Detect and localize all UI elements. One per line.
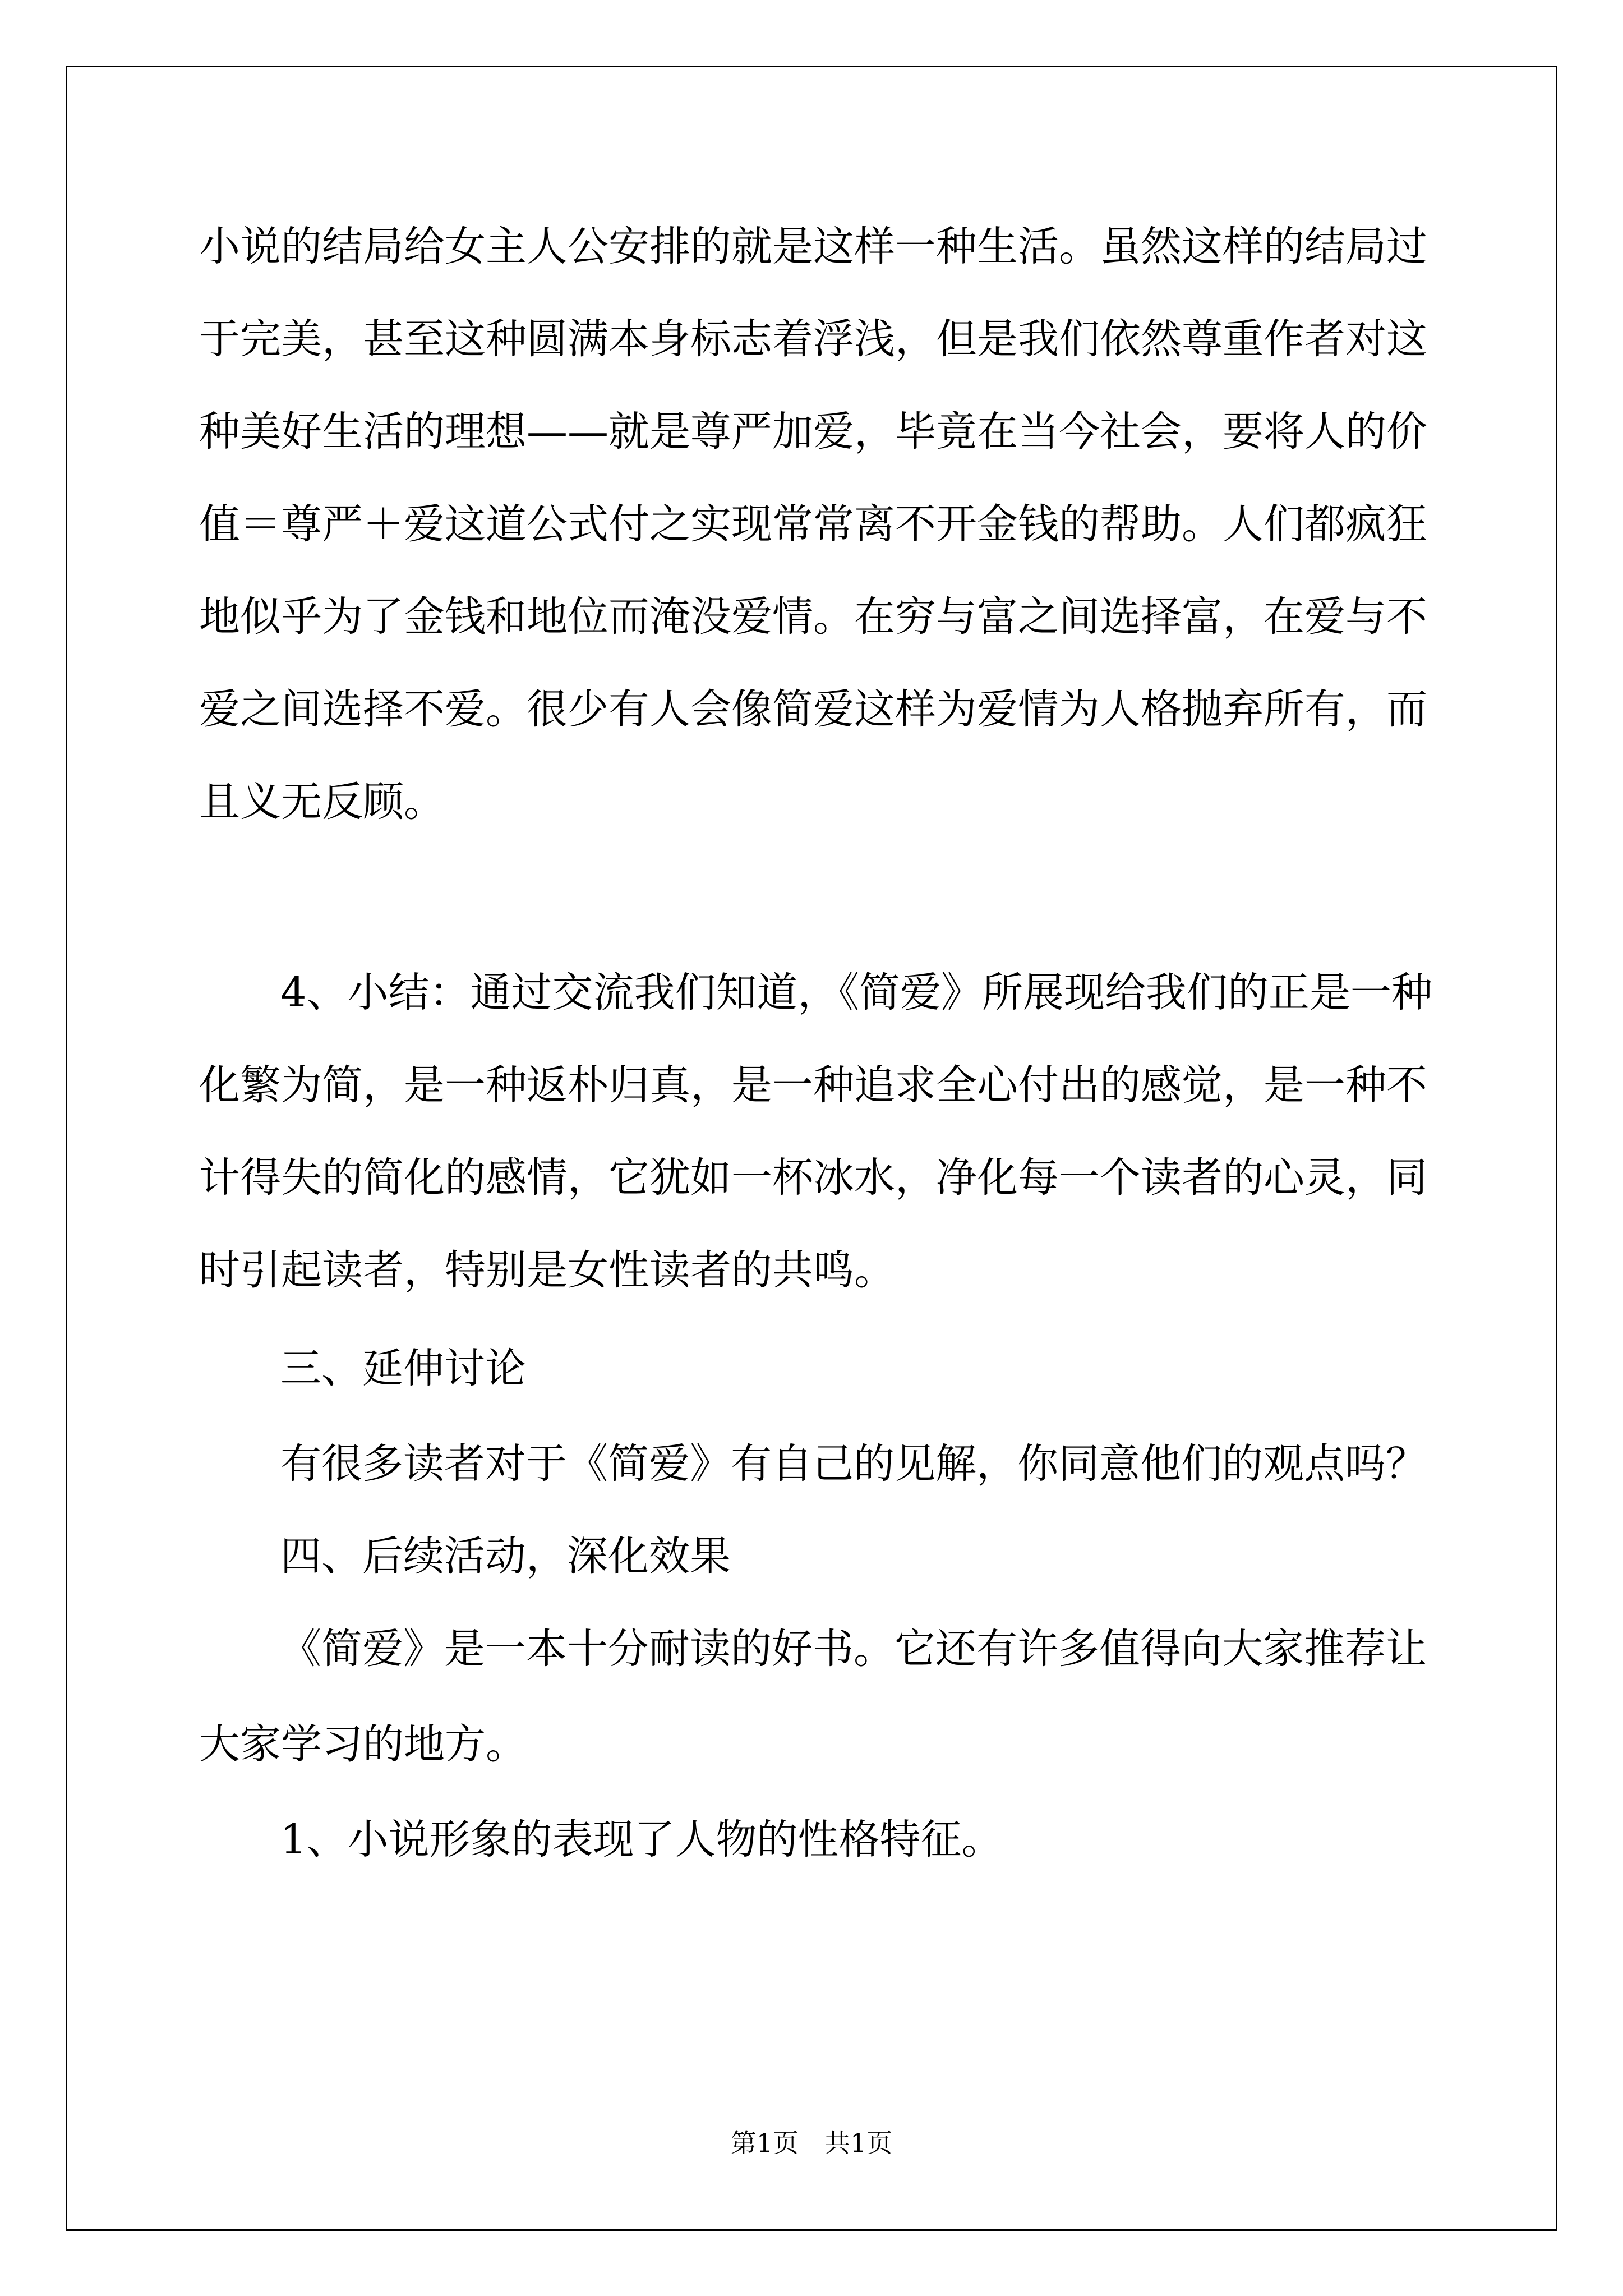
- paragraph-line: 计得失的简化的感情，它犹如一杯冰水，净化每一个读者的心灵，同: [199, 1154, 1427, 1202]
- paragraph-line: 4、小结：通过交流我们知道，《简爱》所展现给我们的正是一种: [280, 969, 1432, 1016]
- section-heading: 三、延伸讨论: [280, 1345, 526, 1392]
- page-number-footer: 第1页 共1页: [730, 2128, 893, 2158]
- paragraph-line: 化繁为简，是一种返朴归真，是一种追求全心付出的感觉，是一种不: [199, 1061, 1427, 1109]
- paragraph-line: 小说的结局给女主人公安排的就是这样一种生活。虽然这样的结局过: [199, 223, 1427, 270]
- paragraph-line: 种美好生活的理想——就是尊严加爱，毕竟在当今社会，要将人的价: [199, 408, 1427, 455]
- paragraph-line: 时引起读者，特别是女性读者的共鸣。: [199, 1246, 895, 1294]
- paragraph-line: 且义无反顾。: [199, 778, 445, 826]
- paragraph-line: 1、小说形象的表现了人物的性格特征。: [280, 1816, 1003, 1864]
- paragraph-line: 大家学习的地方。: [199, 1720, 527, 1768]
- paragraph-line: 爱之间选择不爱。很少有人会像简爱这样为爱情为人格抛弃所有，而: [199, 685, 1427, 733]
- paragraph-line: 地似乎为了金钱和地位而淹没爱情。在穷与富之间选择富，在爱与不: [199, 593, 1427, 641]
- paragraph-line: 于完美，甚至这种圆满本身标志着浮浅，但是我们依然尊重作者对这: [199, 315, 1427, 363]
- paragraph-line: 值＝尊严＋爱这道公式付之实现常常离不开金钱的帮助。人们都疯狂: [199, 500, 1427, 548]
- section-heading: 四、后续活动，深化效果: [280, 1533, 731, 1580]
- paragraph-line: 有很多读者对于《简爱》有自己的见解，你同意他们的观点吗？: [280, 1440, 1427, 1488]
- page-frame: [66, 66, 1557, 2231]
- paragraph-line: 《简爱》是一本十分耐读的好书。它还有许多值得向大家推荐让: [280, 1625, 1427, 1673]
